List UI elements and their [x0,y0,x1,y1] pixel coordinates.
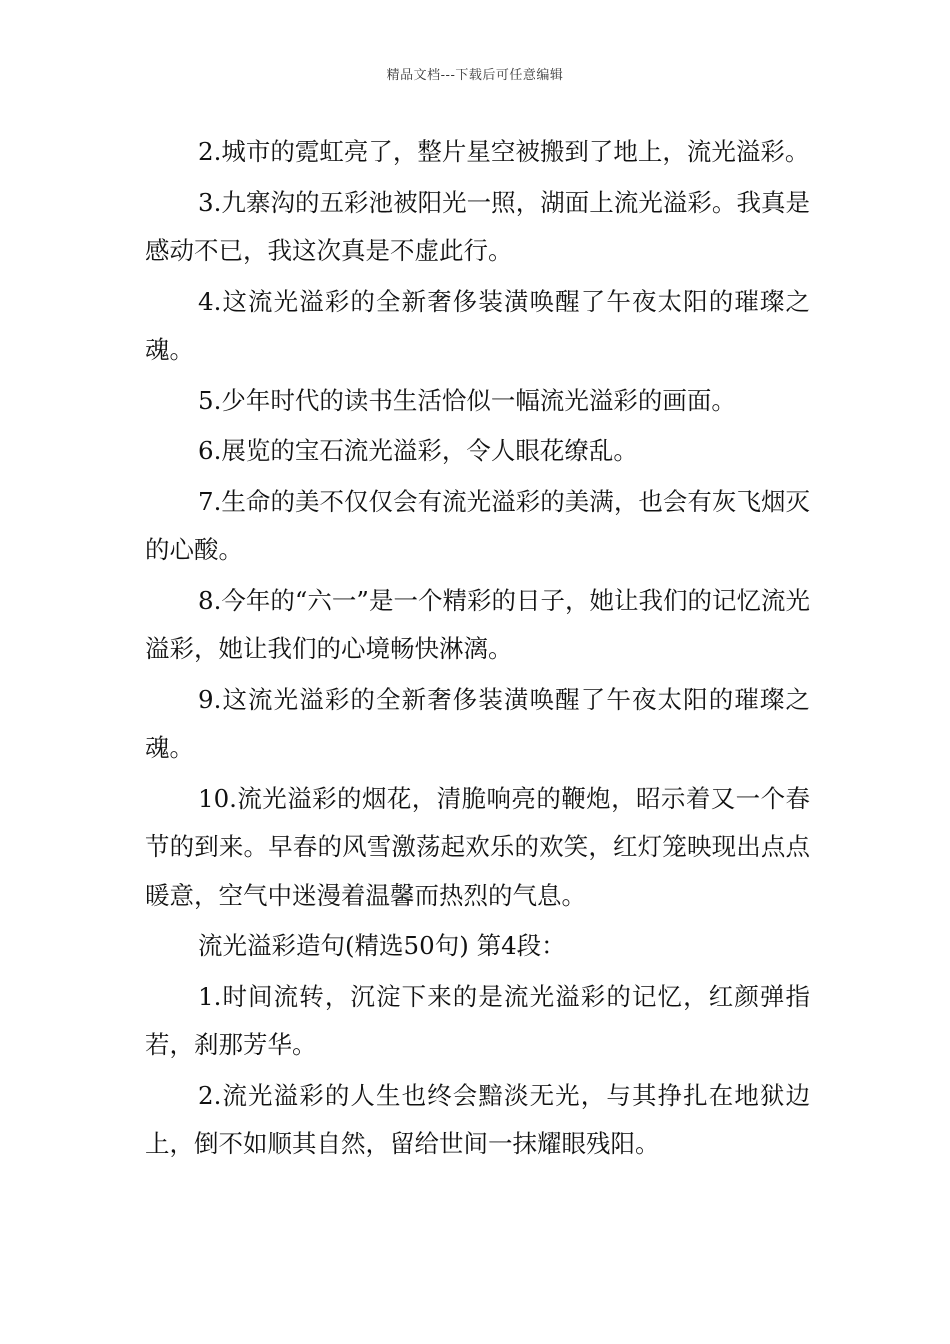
paragraph: 7.生命的美不仅仅会有流光溢彩的美满，也会有灰飞烟灭的心酸。 [145,486,810,564]
document-body [145,128,810,1171]
paragraph: 3.九寨沟的五彩池被阳光一照，湖面上流光溢彩。我真是感动不已，我这次真是不虚此行。 [145,187,810,265]
paragraph: 6.展览的宝石流光溢彩，令人眼花缭乱。 [198,436,638,465]
paragraph: 8.今年的“六一”是一个精彩的日子，她让我们的记忆流光溢彩，她让我们的心境畅快淋漓。 [145,585,810,663]
paragraph: 2.流光溢彩的人生也终会黯淡无光，与其挣扎在地狱边上，倒不如顺其自然，留给世间一抹耀眼残阳。 [145,1080,810,1158]
page-header: 精品文档---下载后可任意编辑 [386,68,564,83]
paragraph: 10.流光溢彩的烟花，清脆响亮的鞭炮，昭示着又一个春节的到来。早春的风雪激荡起欢乐的欢笑，红灯笼映现出点点暖意，空气中迷漫着温馨而热烈的气息。 [145,783,810,910]
section-heading: 流光溢彩造句(精选50句) 第4段： [198,931,566,960]
paragraph: 1.时间流转，沉淀下来的是流光溢彩的记忆，红颜弹指若，刹那芳华。 [145,981,810,1059]
paragraph: 5.少年时代的读书生活恰似一幅流光溢彩的画面。 [198,385,736,415]
paragraph: 4.这流光溢彩的全新奢侈装潢唤醒了午夜太阳的璀璨之魂。 [145,286,810,364]
paragraph: 2.城市的霓虹亮了，整片星空被搬到了地上，流光溢彩。 [198,137,810,166]
paragraph: 9.这流光溢彩的全新奢侈装潢唤醒了午夜太阳的璀璨之魂。 [145,684,810,762]
